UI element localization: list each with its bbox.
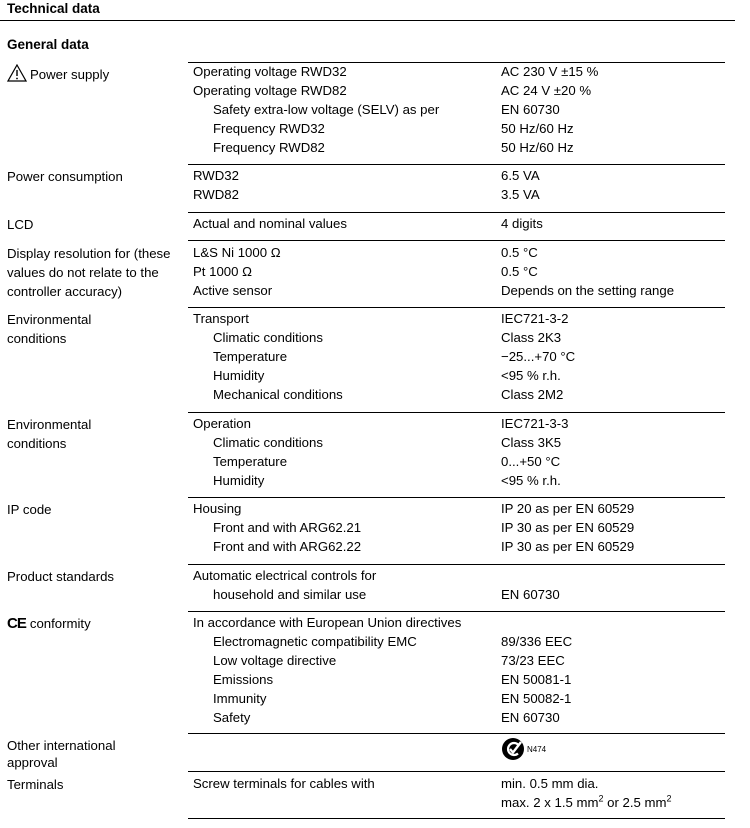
terminals-val-2-prefix: max. 2 x 1.5 mm: [501, 795, 599, 810]
eo-val-2: 0...+50 °C: [501, 454, 561, 469]
lcd-desc-0: Actual and nominal values: [193, 216, 347, 231]
ps-desc-0: Operating voltage RWD32: [193, 64, 347, 79]
ce-desc-5: Safety: [213, 710, 251, 725]
ip-val-1: IP 30 as per EN 60529: [501, 520, 635, 535]
et-desc-3: Humidity: [213, 368, 265, 383]
ce-mark-icon: CE: [7, 615, 26, 632]
terminals-val-1: min. 0.5 mm dia.: [501, 776, 599, 791]
row-rule: [188, 497, 725, 498]
et-val-1: Class 2K3: [501, 330, 562, 345]
ce-desc-4: Immunity: [213, 691, 267, 706]
section-title: General data: [7, 37, 89, 52]
ce-conformity-label: [7, 614, 91, 633]
ce-val-5: EN 60730: [501, 710, 560, 725]
ce-val-3: EN 50081-1: [501, 672, 572, 687]
ps-desc-2: Safety extra-low voltage (SELV) as per: [213, 102, 440, 117]
other-approval-label-0: Other international: [7, 738, 116, 753]
ps2-desc-0: Automatic electrical controls for: [193, 568, 377, 583]
power-supply-label: [7, 64, 109, 84]
ps-val-0: AC 230 V ±15 %: [501, 64, 599, 79]
header-title: Technical data: [7, 1, 100, 16]
dr-desc-2: Active sensor: [193, 283, 273, 298]
dr-desc-1: Pt 1000 Ω: [193, 264, 252, 279]
eo-val-1: Class 3K5: [501, 435, 562, 450]
ce-desc-3: Emissions: [213, 672, 274, 687]
et-val-2: −25...+70 °C: [501, 349, 576, 364]
display-resolution-label-1: values do not relate to the: [7, 265, 159, 280]
warning-icon: [7, 64, 27, 82]
ps-val-3: 50 Hz/60 Hz: [501, 121, 574, 136]
row-rule: [188, 818, 725, 819]
row-rule: [188, 611, 725, 612]
env-transport-label-0: Environmental: [7, 312, 92, 327]
env-operation-label-0: Environmental: [7, 417, 92, 432]
ip-desc-2: Front and with ARG62.22: [213, 539, 362, 554]
power-consumption-label: Power consumption: [7, 169, 123, 184]
row-rule: [188, 164, 725, 165]
ce-desc-2: Low voltage directive: [213, 653, 337, 668]
et-desc-4: Mechanical conditions: [213, 387, 343, 402]
row-rule: [188, 771, 725, 772]
eo-desc-1: Climatic conditions: [213, 435, 323, 450]
row-rule: [188, 564, 725, 565]
ce-conformity-text: conformity: [29, 616, 91, 631]
product-standards-label: Product standards: [7, 569, 115, 584]
ps-val-2: EN 60730: [501, 102, 560, 117]
lcd-val-0: 4 digits: [501, 216, 543, 231]
row-rule: [188, 240, 725, 241]
terminals-label: Terminals: [7, 777, 64, 792]
pc-desc-0: RWD32: [193, 168, 239, 183]
dr-val-2: Depends on the setting range: [501, 283, 675, 298]
ps2-desc-1: household and similar use: [213, 587, 367, 602]
ip-desc-0: Housing: [193, 501, 242, 516]
row-rule: [188, 412, 725, 413]
eo-desc-3: Humidity: [213, 473, 265, 488]
ps-desc-4: Frequency RWD82: [213, 140, 325, 155]
ce-desc-0: In accordance with European Union directives: [193, 615, 462, 630]
approval-code: N474: [527, 745, 547, 754]
ip-code-label: IP code: [7, 502, 52, 517]
ce-desc-1: Electromagnetic compatibility EMC: [213, 634, 417, 649]
et-desc-2: Temperature: [213, 349, 288, 364]
dr-val-1: 0.5 °C: [501, 264, 538, 279]
row-rule: [188, 307, 725, 308]
terminals-val-2-mid: or 2.5 mm: [603, 795, 667, 810]
et-val-4: Class 2M2: [501, 387, 564, 402]
et-val-3: <95 % r.h.: [501, 368, 561, 383]
row-rule: [188, 733, 725, 734]
c-tick-mark-icon: [501, 737, 527, 761]
ce-val-1: 89/336 EEC: [501, 634, 573, 649]
eo-desc-2: Temperature: [213, 454, 288, 469]
ip-val-0: IP 20 as per EN 60529: [501, 501, 635, 516]
dr-desc-0: L&S Ni 1000 Ω: [193, 245, 281, 260]
ps-desc-3: Frequency RWD32: [213, 121, 325, 136]
eo-val-3: <95 % r.h.: [501, 473, 561, 488]
ps-desc-1: Operating voltage RWD82: [193, 83, 347, 98]
ps-val-4: 50 Hz/60 Hz: [501, 140, 574, 155]
ip-desc-1: Front and with ARG62.21: [213, 520, 362, 535]
pc-val-1: 3.5 VA: [501, 187, 540, 202]
ip-val-2: IP 30 as per EN 60529: [501, 539, 635, 554]
power-supply-text: Power supply: [30, 67, 110, 82]
env-transport-label-1: conditions: [7, 331, 67, 346]
other-approval-label-1: approval: [7, 755, 58, 770]
display-resolution-label-0: Display resolution for (these: [7, 246, 171, 261]
eo-desc-0: Operation: [193, 416, 251, 431]
et-desc-0: Transport: [193, 311, 249, 326]
et-desc-1: Climatic conditions: [213, 330, 323, 345]
et-val-0: IEC721-3-2: [501, 311, 569, 326]
ps-val-1: AC 24 V ±20 %: [501, 83, 592, 98]
pc-val-0: 6.5 VA: [501, 168, 540, 183]
ps2-val-1: EN 60730: [501, 587, 560, 602]
ce-val-4: EN 50082-1: [501, 691, 572, 706]
terminals-val-2: [501, 793, 672, 812]
env-operation-label-1: conditions: [7, 436, 67, 451]
lcd-label: LCD: [7, 217, 34, 232]
pc-desc-1: RWD82: [193, 187, 239, 202]
header-rule: [0, 20, 735, 21]
ce-val-2: 73/23 EEC: [501, 653, 565, 668]
terminals-desc: Screw terminals for cables with: [193, 776, 375, 791]
row-rule: [188, 212, 725, 213]
eo-val-0: IEC721-3-3: [501, 416, 569, 431]
sup-2: 2: [666, 793, 672, 804]
display-resolution-label-2: controller accuracy): [7, 284, 123, 299]
sup-1: 2: [598, 793, 604, 804]
dr-val-0: 0.5 °C: [501, 245, 538, 260]
